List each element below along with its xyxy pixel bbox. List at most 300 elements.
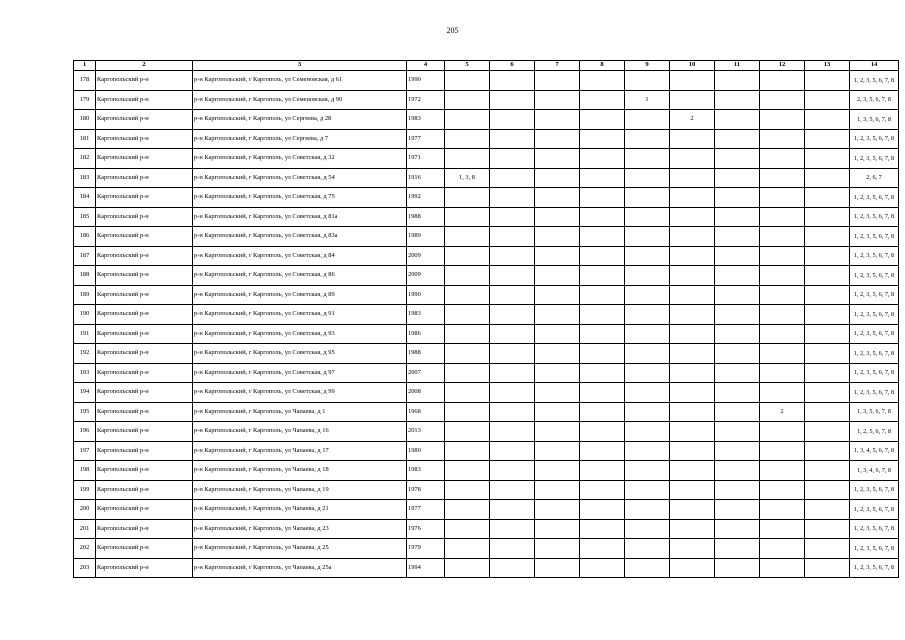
cell-col-8 [580,285,625,305]
cell-col-6 [490,305,535,325]
cell-col-7 [535,207,580,227]
cell-col-7 [535,500,580,520]
cell-col-14: 1, 2, 3, 5, 6, 7, 8 [850,519,899,539]
cell-col-10: 2 [670,110,715,130]
table-row [74,539,899,559]
cell-col-10 [670,519,715,539]
cell-col-9 [625,344,670,364]
district: Каргопольский р-н [96,383,193,403]
cell-col-8 [580,441,625,461]
cell-col-5 [445,305,490,325]
cell-col-10 [670,246,715,266]
cell-col-10 [670,227,715,247]
cell-col-14: 1, 2, 3, 5, 6, 7, 8 [850,246,899,266]
cell-col-11 [715,558,760,578]
cell-col-14: 1, 2, 3, 5, 6, 7, 8 [850,344,899,364]
cell-col-6 [490,402,535,422]
cell-col-8 [580,500,625,520]
cell-col-7 [535,246,580,266]
cell-col-10 [670,305,715,325]
cell-col-6 [490,188,535,208]
year: 1968 [407,402,445,422]
cell-col-5 [445,519,490,539]
cell-col-9 [625,149,670,169]
cell-col-10 [670,402,715,422]
cell-col-5 [445,71,490,91]
address: р-н Каргопольский, г Каргополь, ул Советская, д 84 [193,246,407,266]
address: р-н Каргопольский, г Каргополь, ул Советская, д 32 [193,149,407,169]
year: 1986 [407,324,445,344]
address: р-н Каргопольский, г Каргополь, ул Семеновская, д 61 [193,71,407,91]
cell-col-10 [670,363,715,383]
cell-col-12 [760,227,805,247]
cell-col-10 [670,539,715,559]
cell-col-8 [580,71,625,91]
cell-col-13 [805,344,850,364]
district: Каргопольский р-н [96,168,193,188]
cell-col-8 [580,246,625,266]
table-row [74,168,899,188]
cell-col-8 [580,129,625,149]
cell-col-12 [760,383,805,403]
row-number: 178 [74,71,96,91]
year: 1972 [407,90,445,110]
cell-col-5 [445,500,490,520]
cell-col-14: 1, 3, 5, 6, 7, 8 [850,402,899,422]
row-number: 194 [74,383,96,403]
cell-col-14: 1, 2, 3, 5, 6, 7, 8 [850,285,899,305]
cell-col-10 [670,383,715,403]
year: 1983 [407,110,445,130]
cell-col-13 [805,480,850,500]
cell-col-9 [625,305,670,325]
cell-col-13 [805,285,850,305]
address: р-н Каргопольский, г Каргополь, ул Советская, д 75 [193,188,407,208]
cell-col-11 [715,519,760,539]
cell-col-5 [445,266,490,286]
year: 1976 [407,519,445,539]
year: 2009 [407,266,445,286]
year: 1983 [407,461,445,481]
cell-col-8 [580,539,625,559]
cell-col-9 [625,402,670,422]
cell-col-9 [625,324,670,344]
cell-col-14: 1, 3, 5, 6, 7, 8 [850,110,899,130]
table-row [74,363,899,383]
cell-col-6 [490,266,535,286]
cell-col-8 [580,383,625,403]
cell-col-10 [670,558,715,578]
cell-col-11 [715,110,760,130]
table-row [74,227,899,247]
cell-col-12 [760,441,805,461]
cell-col-13 [805,71,850,91]
cell-col-12 [760,110,805,130]
cell-col-14: 1, 2, 3, 5, 6, 7, 8 [850,324,899,344]
table-row [74,110,899,130]
cell-col-13 [805,246,850,266]
cell-col-13 [805,207,850,227]
cell-col-11 [715,363,760,383]
column-header-11: 11 [715,61,760,71]
table-row [74,558,899,578]
cell-col-14: 1, 2, 3, 5, 6, 7, 8 [850,383,899,403]
cell-col-11 [715,266,760,286]
cell-col-12 [760,422,805,442]
district: Каргопольский р-н [96,558,193,578]
table-row [74,383,899,403]
cell-col-11 [715,383,760,403]
row-number: 192 [74,344,96,364]
cell-col-8 [580,227,625,247]
cell-col-11 [715,305,760,325]
table-row [74,422,899,442]
year: 2007 [407,363,445,383]
cell-col-11 [715,344,760,364]
cell-col-8 [580,110,625,130]
cell-col-7 [535,344,580,364]
cell-col-12 [760,363,805,383]
column-header-3: 3 [193,61,407,71]
cell-col-9 [625,363,670,383]
cell-col-8 [580,422,625,442]
row-number: 180 [74,110,96,130]
address: р-н Каргопольский, г Каргополь, ул Чапаева, д 17 [193,441,407,461]
column-header-6: 6 [490,61,535,71]
cell-col-14: 2, 3, 5, 6, 7, 8 [850,90,899,110]
column-header-1: 1 [74,61,96,71]
cell-col-14: 1, 2, 3, 5, 6, 7, 8 [850,129,899,149]
row-number: 183 [74,168,96,188]
cell-col-9 [625,441,670,461]
cell-col-13 [805,129,850,149]
cell-col-8 [580,558,625,578]
cell-col-13 [805,422,850,442]
cell-col-12 [760,90,805,110]
cell-col-9 [625,558,670,578]
row-number: 182 [74,149,96,169]
cell-col-10 [670,285,715,305]
cell-col-14: 1, 2, 3, 5, 6, 7, 8 [850,558,899,578]
cell-col-8 [580,480,625,500]
cell-col-5 [445,129,490,149]
cell-col-6 [490,539,535,559]
cell-col-10 [670,461,715,481]
cell-col-12: 2 [760,402,805,422]
cell-col-5 [445,324,490,344]
cell-col-13 [805,90,850,110]
cell-col-10 [670,188,715,208]
cell-col-9 [625,246,670,266]
cell-col-9: 1 [625,90,670,110]
year: 1977 [407,129,445,149]
cell-col-7 [535,519,580,539]
row-number: 179 [74,90,96,110]
cell-col-5 [445,441,490,461]
cell-col-6 [490,461,535,481]
housing-register-table [73,60,899,578]
cell-col-12 [760,266,805,286]
address: р-н Каргопольский, г Каргополь, ул Советская, д 91 [193,305,407,325]
year: 1979 [407,539,445,559]
address: р-н Каргопольский, г Каргополь, ул Советская, д 93 [193,324,407,344]
cell-col-11 [715,539,760,559]
cell-col-14: 1, 2, 5, 6, 7, 8 [850,422,899,442]
year: 1980 [407,441,445,461]
cell-col-6 [490,344,535,364]
cell-col-13 [805,363,850,383]
row-number: 188 [74,266,96,286]
cell-col-12 [760,246,805,266]
row-number: 198 [74,461,96,481]
district: Каргопольский р-н [96,90,193,110]
district: Каргопольский р-н [96,285,193,305]
cell-col-10 [670,129,715,149]
cell-col-13 [805,461,850,481]
row-number: 200 [74,500,96,520]
cell-col-9 [625,519,670,539]
address: р-н Каргопольский, г Каргополь, ул Семеновская, д 90 [193,90,407,110]
cell-col-13 [805,149,850,169]
table-row [74,90,899,110]
cell-col-5 [445,285,490,305]
cell-col-11 [715,402,760,422]
row-number: 186 [74,227,96,247]
table-row [74,480,899,500]
cell-col-6 [490,480,535,500]
table-row [74,461,899,481]
table-row [74,344,899,364]
year: 1971 [407,149,445,169]
cell-col-11 [715,227,760,247]
cell-col-12 [760,519,805,539]
cell-col-9 [625,110,670,130]
cell-col-7 [535,149,580,169]
table-row [74,149,899,169]
table-row [74,441,899,461]
cell-col-11 [715,149,760,169]
row-number: 203 [74,558,96,578]
cell-col-12 [760,188,805,208]
address: р-н Каргопольский, г Каргополь, ул Чапаева, д 23 [193,519,407,539]
table-body [74,71,899,578]
year: 2013 [407,422,445,442]
address: р-н Каргопольский, г Каргополь, ул Чапаева, д 18 [193,461,407,481]
cell-col-12 [760,344,805,364]
cell-col-9 [625,207,670,227]
year: 1990 [407,285,445,305]
cell-col-5 [445,188,490,208]
address: р-н Каргопольский, г Каргополь, ул Советская, д 99 [193,383,407,403]
cell-col-11 [715,285,760,305]
cell-col-12 [760,149,805,169]
cell-col-5 [445,558,490,578]
cell-col-5 [445,402,490,422]
cell-col-8 [580,519,625,539]
cell-col-14: 1, 2, 3, 5, 6, 7, 8 [850,305,899,325]
cell-col-13 [805,188,850,208]
row-number: 193 [74,363,96,383]
cell-col-8 [580,168,625,188]
cell-col-5 [445,110,490,130]
cell-col-5 [445,461,490,481]
cell-col-5 [445,246,490,266]
cell-col-5 [445,149,490,169]
cell-col-11 [715,500,760,520]
cell-col-14: 1, 2, 3, 5, 6, 7, 8 [850,266,899,286]
cell-col-6 [490,285,535,305]
cell-col-9 [625,383,670,403]
cell-col-5 [445,90,490,110]
cell-col-13 [805,168,850,188]
address: р-н Каргопольский, г Каргополь, ул Советская, д 86 [193,266,407,286]
cell-col-14: 1, 2, 3, 5, 6, 7, 8 [850,188,899,208]
cell-col-6 [490,149,535,169]
cell-col-11 [715,129,760,149]
cell-col-6 [490,71,535,91]
row-number: 195 [74,402,96,422]
address: р-н Каргопольский, г Каргополь, ул Сергеева, д 7 [193,129,407,149]
column-header-10: 10 [670,61,715,71]
cell-col-10 [670,344,715,364]
district: Каргопольский р-н [96,539,193,559]
cell-col-12 [760,480,805,500]
district: Каргопольский р-н [96,246,193,266]
column-header-4: 4 [407,61,445,71]
cell-col-13 [805,539,850,559]
cell-col-9 [625,129,670,149]
address: р-н Каргопольский, г Каргополь, ул Советская, д 83а [193,227,407,247]
district: Каргопольский р-н [96,324,193,344]
row-number: 196 [74,422,96,442]
address: р-н Каргопольский, г Каргополь, ул Сергеева, д 28 [193,110,407,130]
row-number: 185 [74,207,96,227]
cell-col-7 [535,363,580,383]
cell-col-7 [535,285,580,305]
cell-col-10 [670,266,715,286]
cell-col-9 [625,539,670,559]
row-number: 197 [74,441,96,461]
table-row [74,266,899,286]
table-row [74,246,899,266]
cell-col-12 [760,168,805,188]
cell-col-12 [760,461,805,481]
cell-col-10 [670,500,715,520]
cell-col-12 [760,558,805,578]
table-row [74,402,899,422]
cell-col-9 [625,168,670,188]
cell-col-10 [670,90,715,110]
cell-col-7 [535,324,580,344]
cell-col-6 [490,519,535,539]
cell-col-7 [535,90,580,110]
cell-col-7 [535,129,580,149]
cell-col-10 [670,168,715,188]
cell-col-10 [670,441,715,461]
cell-col-8 [580,266,625,286]
row-number: 187 [74,246,96,266]
cell-col-12 [760,305,805,325]
cell-col-13 [805,383,850,403]
table-row [74,285,899,305]
cell-col-12 [760,324,805,344]
table-row [74,519,899,539]
row-number: 199 [74,480,96,500]
cell-col-10 [670,324,715,344]
year: 1994 [407,558,445,578]
cell-col-5 [445,363,490,383]
cell-col-6 [490,324,535,344]
district: Каргопольский р-н [96,207,193,227]
cell-col-11 [715,461,760,481]
cell-col-13 [805,110,850,130]
cell-col-11 [715,188,760,208]
cell-col-14: 1, 2, 3, 5, 6, 7, 8 [850,71,899,91]
cell-col-7 [535,168,580,188]
column-header-13: 13 [805,61,850,71]
cell-col-14: 1, 2, 3, 5, 6, 7, 8 [850,227,899,247]
table-header-row [74,61,899,71]
row-number: 190 [74,305,96,325]
district: Каргопольский р-н [96,110,193,130]
cell-col-9 [625,285,670,305]
cell-col-11 [715,324,760,344]
district: Каргопольский р-н [96,227,193,247]
address: р-н Каргопольский, г Каргополь, ул Советская, д 95 [193,344,407,364]
year: 1988 [407,207,445,227]
district: Каргопольский р-н [96,500,193,520]
table-row [74,71,899,91]
cell-col-14: 1, 2, 3, 5, 6, 7, 8 [850,363,899,383]
district: Каргопольский р-н [96,402,193,422]
table-row [74,324,899,344]
cell-col-14: 1, 3, 4, 5, 6, 7, 8 [850,441,899,461]
cell-col-8 [580,90,625,110]
district: Каргопольский р-н [96,461,193,481]
cell-col-6 [490,129,535,149]
cell-col-6 [490,207,535,227]
cell-col-12 [760,207,805,227]
cell-col-6 [490,422,535,442]
cell-col-8 [580,402,625,422]
cell-col-6 [490,441,535,461]
column-header-12: 12 [760,61,805,71]
district: Каргопольский р-н [96,519,193,539]
district: Каргопольский р-н [96,149,193,169]
column-header-7: 7 [535,61,580,71]
cell-col-5 [445,207,490,227]
district: Каргопольский р-н [96,71,193,91]
cell-col-13 [805,441,850,461]
cell-col-14: 1, 2, 3, 5, 6, 7, 8 [850,539,899,559]
cell-col-5 [445,539,490,559]
cell-col-7 [535,383,580,403]
cell-col-7 [535,110,580,130]
cell-col-13 [805,266,850,286]
district: Каргопольский р-н [96,441,193,461]
cell-col-13 [805,305,850,325]
row-number: 189 [74,285,96,305]
cell-col-6 [490,558,535,578]
column-header-9: 9 [625,61,670,71]
row-number: 181 [74,129,96,149]
cell-col-11 [715,480,760,500]
cell-col-7 [535,422,580,442]
cell-col-10 [670,71,715,91]
address: р-н Каргопольский, г Каргополь, ул Советская, д 97 [193,363,407,383]
cell-col-14: 1, 2, 3, 5, 6, 7, 8 [850,480,899,500]
page-number: 205 [446,26,459,35]
